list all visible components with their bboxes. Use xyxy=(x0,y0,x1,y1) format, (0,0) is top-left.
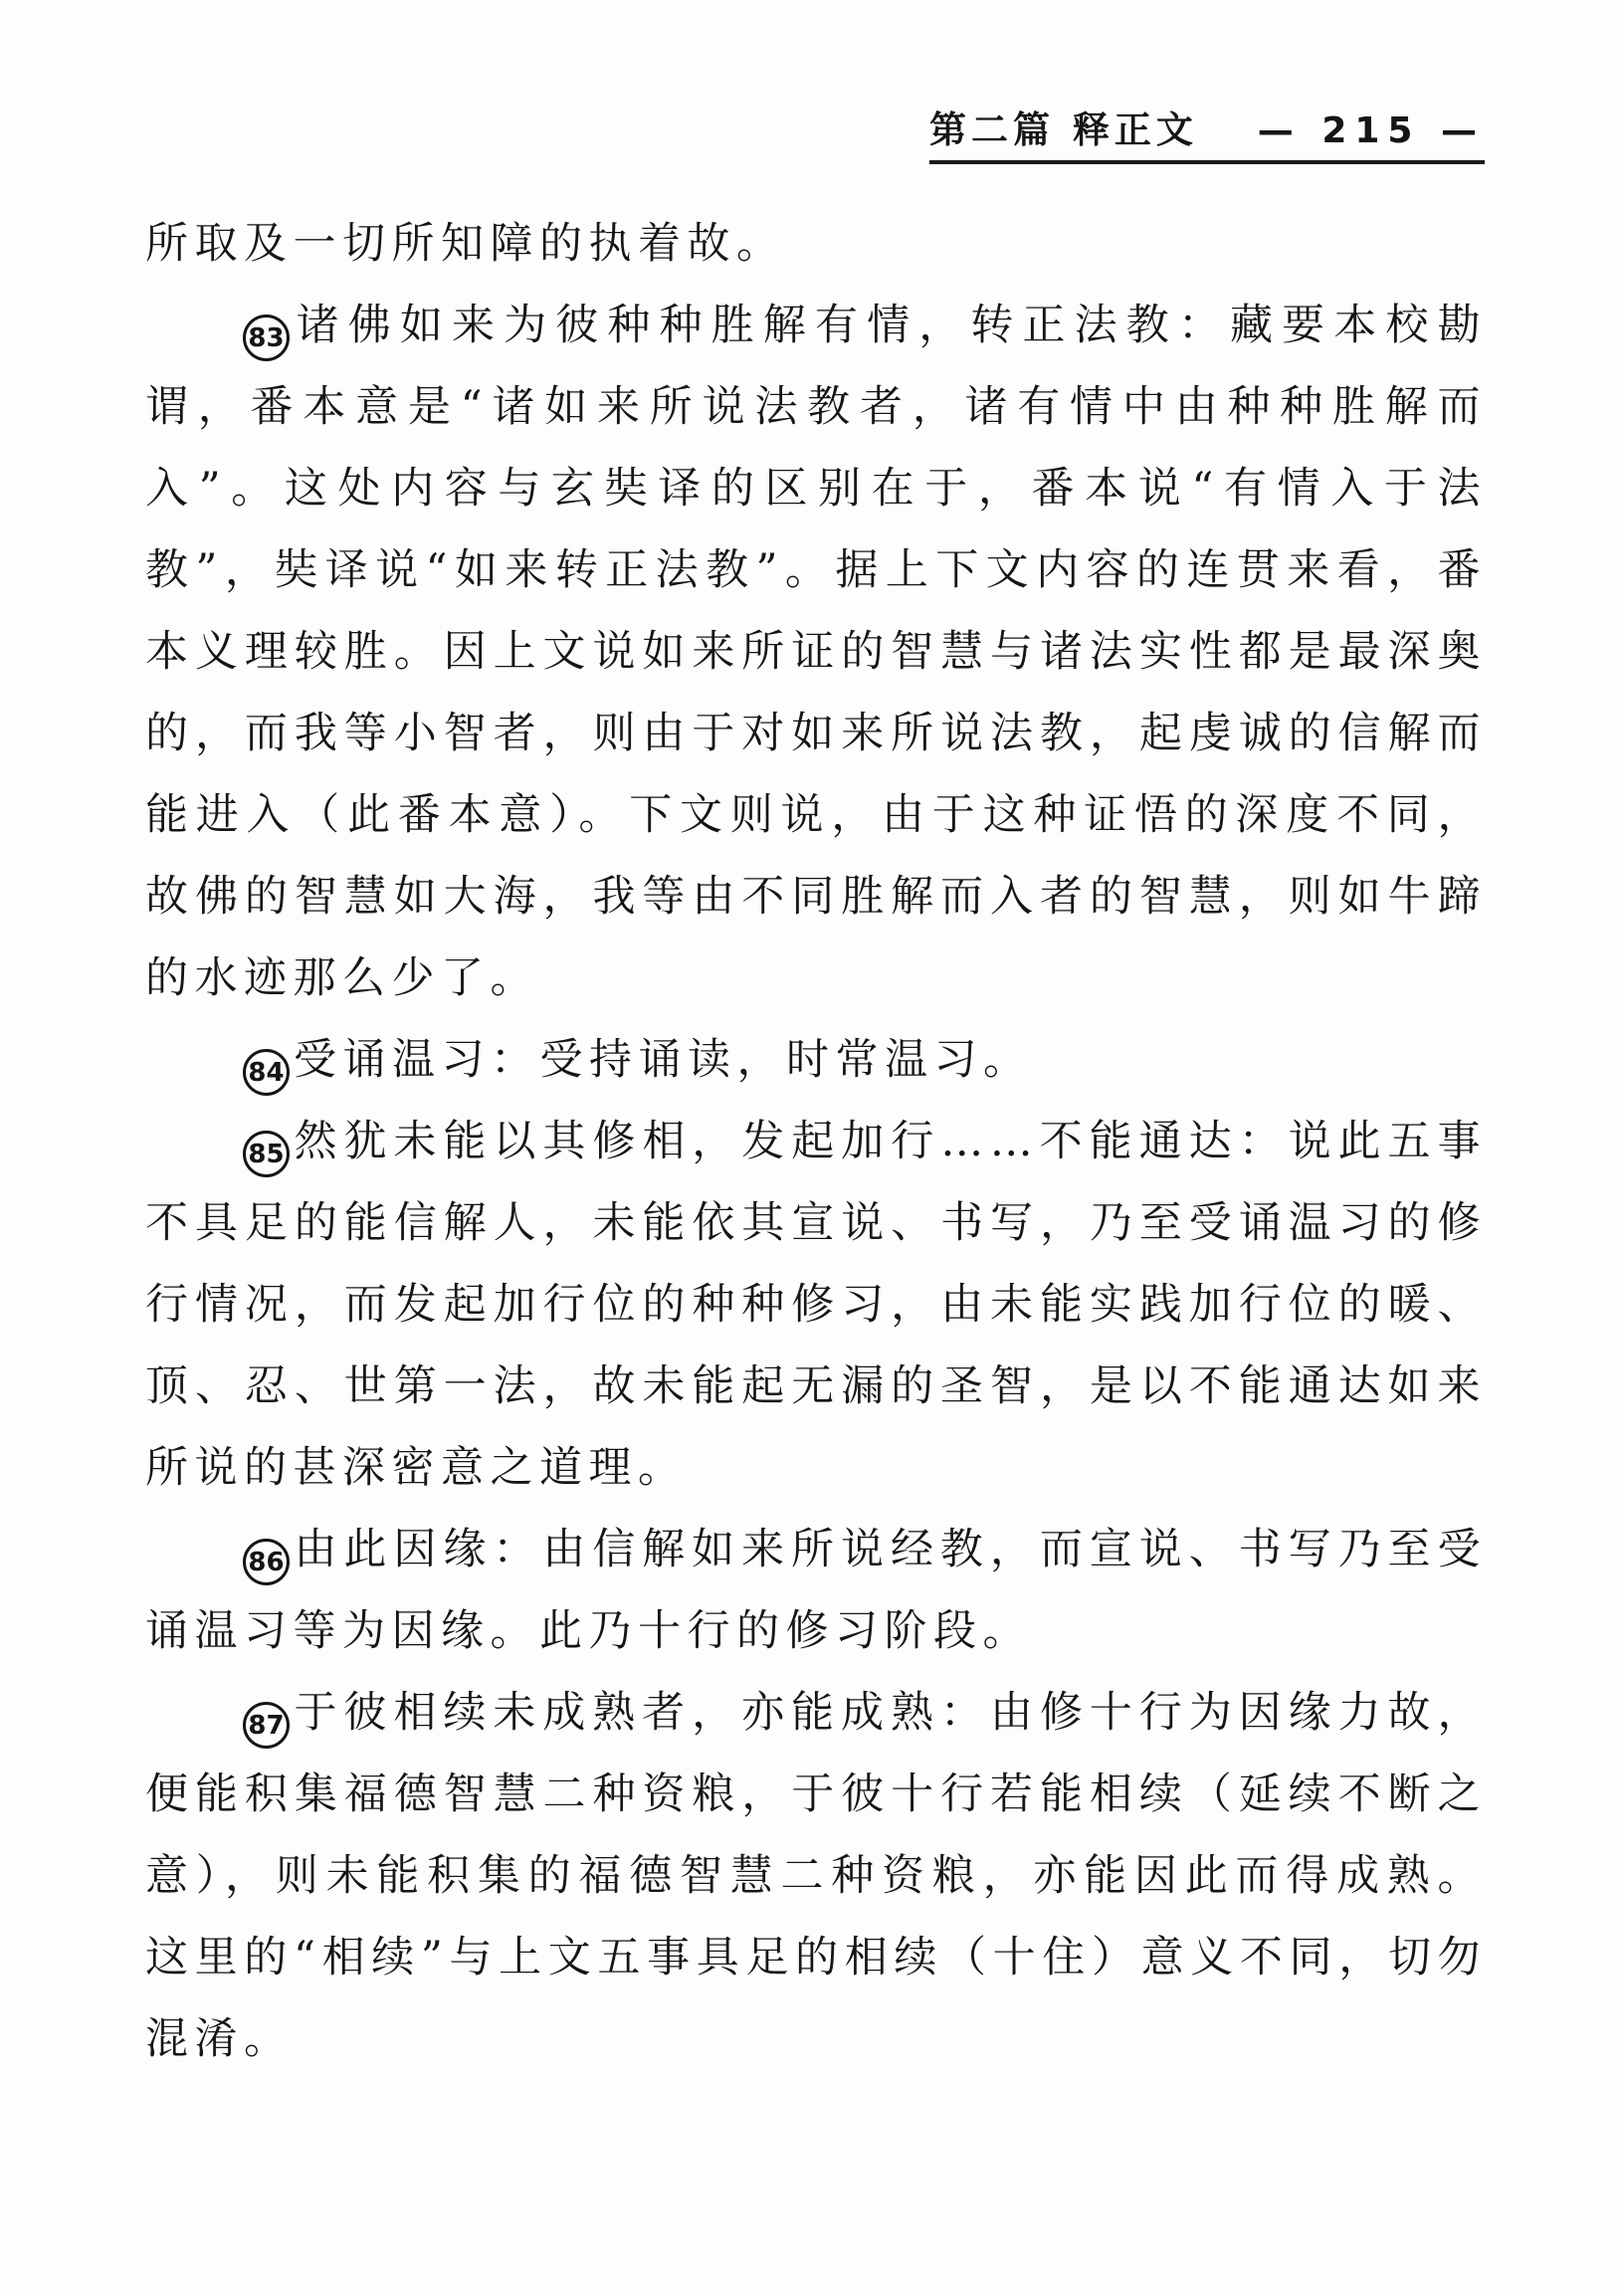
paragraph xyxy=(145,1672,1487,2080)
paragraph-text: 所取及一切所知障的执着故。 xyxy=(145,219,786,269)
paragraph-text: 于彼相续未成熟者，亦能成熟：由修十行为因缘力故，便能积集福德智慧二种资粮，于彼十行若能相续（延续不断之意），则未能积集的福德智慧二种资粮，亦能因此而得成熟。这里的“相续”与上文五事具足的相续（十住）意义不同，切勿混淆。 xyxy=(145,1688,1487,2064)
paragraph xyxy=(145,1019,1487,1101)
circled-note-number: 83 xyxy=(243,314,290,361)
page-number: — 215 — xyxy=(1257,110,1485,151)
circled-note-number: 87 xyxy=(243,1702,290,1749)
paragraph xyxy=(145,285,1487,1019)
circled-note-number: 85 xyxy=(243,1131,290,1177)
paragraph xyxy=(145,1509,1487,1672)
section-title: 第二篇 释正文 xyxy=(929,107,1198,151)
paragraph xyxy=(145,203,1487,285)
circled-note-number: 86 xyxy=(243,1539,290,1585)
page-header xyxy=(929,107,1485,164)
circled-note-number: 84 xyxy=(243,1049,290,1096)
paragraph-text: 受诵温习：受持诵读，时常温习。 xyxy=(294,1035,1033,1085)
paragraph-text: 由此因缘：由信解如来所说经教，而宣说、书写乃至受诵温习等为因缘。此乃十行的修习阶段。 xyxy=(145,1525,1487,1656)
paragraph-text: 然犹未能以其修相，发起加行……不能通达：说此五事不具足的能信解人，未能依其宣说、书写，乃至受诵温习的修行情况，而发起加行位的种种修习，由未能实践加行位的暖、顶、忍、世第一法，故未能起无漏的圣智，是以不能通达如来所说的甚深密意之道理。 xyxy=(145,1117,1487,1493)
paragraph xyxy=(145,1101,1487,1509)
body-text xyxy=(145,203,1487,2080)
paragraph-text: 诸佛如来为彼种种胜解有情，转正法教：藏要本校勘谓，番本意是“诸如来所说法教者，诸有情中由种种胜解而入”。这处内容与玄奘译的区别在于，番本说“有情入于法教”，奘译说“如来转正法教”。据上下文内容的连贯来看，番本义理较胜。因上文说如来所证的智慧与诸法实性都是最深奥的，而我等小智者，则由于对如来所说法教，起虔诚的信解而能进入（此番本意）。下文则说，由于这种证悟的深度不同，故佛的智慧如大海，我等由不同胜解而入者的智慧，则如牛蹄的水迹那么少了。 xyxy=(145,301,1487,1003)
